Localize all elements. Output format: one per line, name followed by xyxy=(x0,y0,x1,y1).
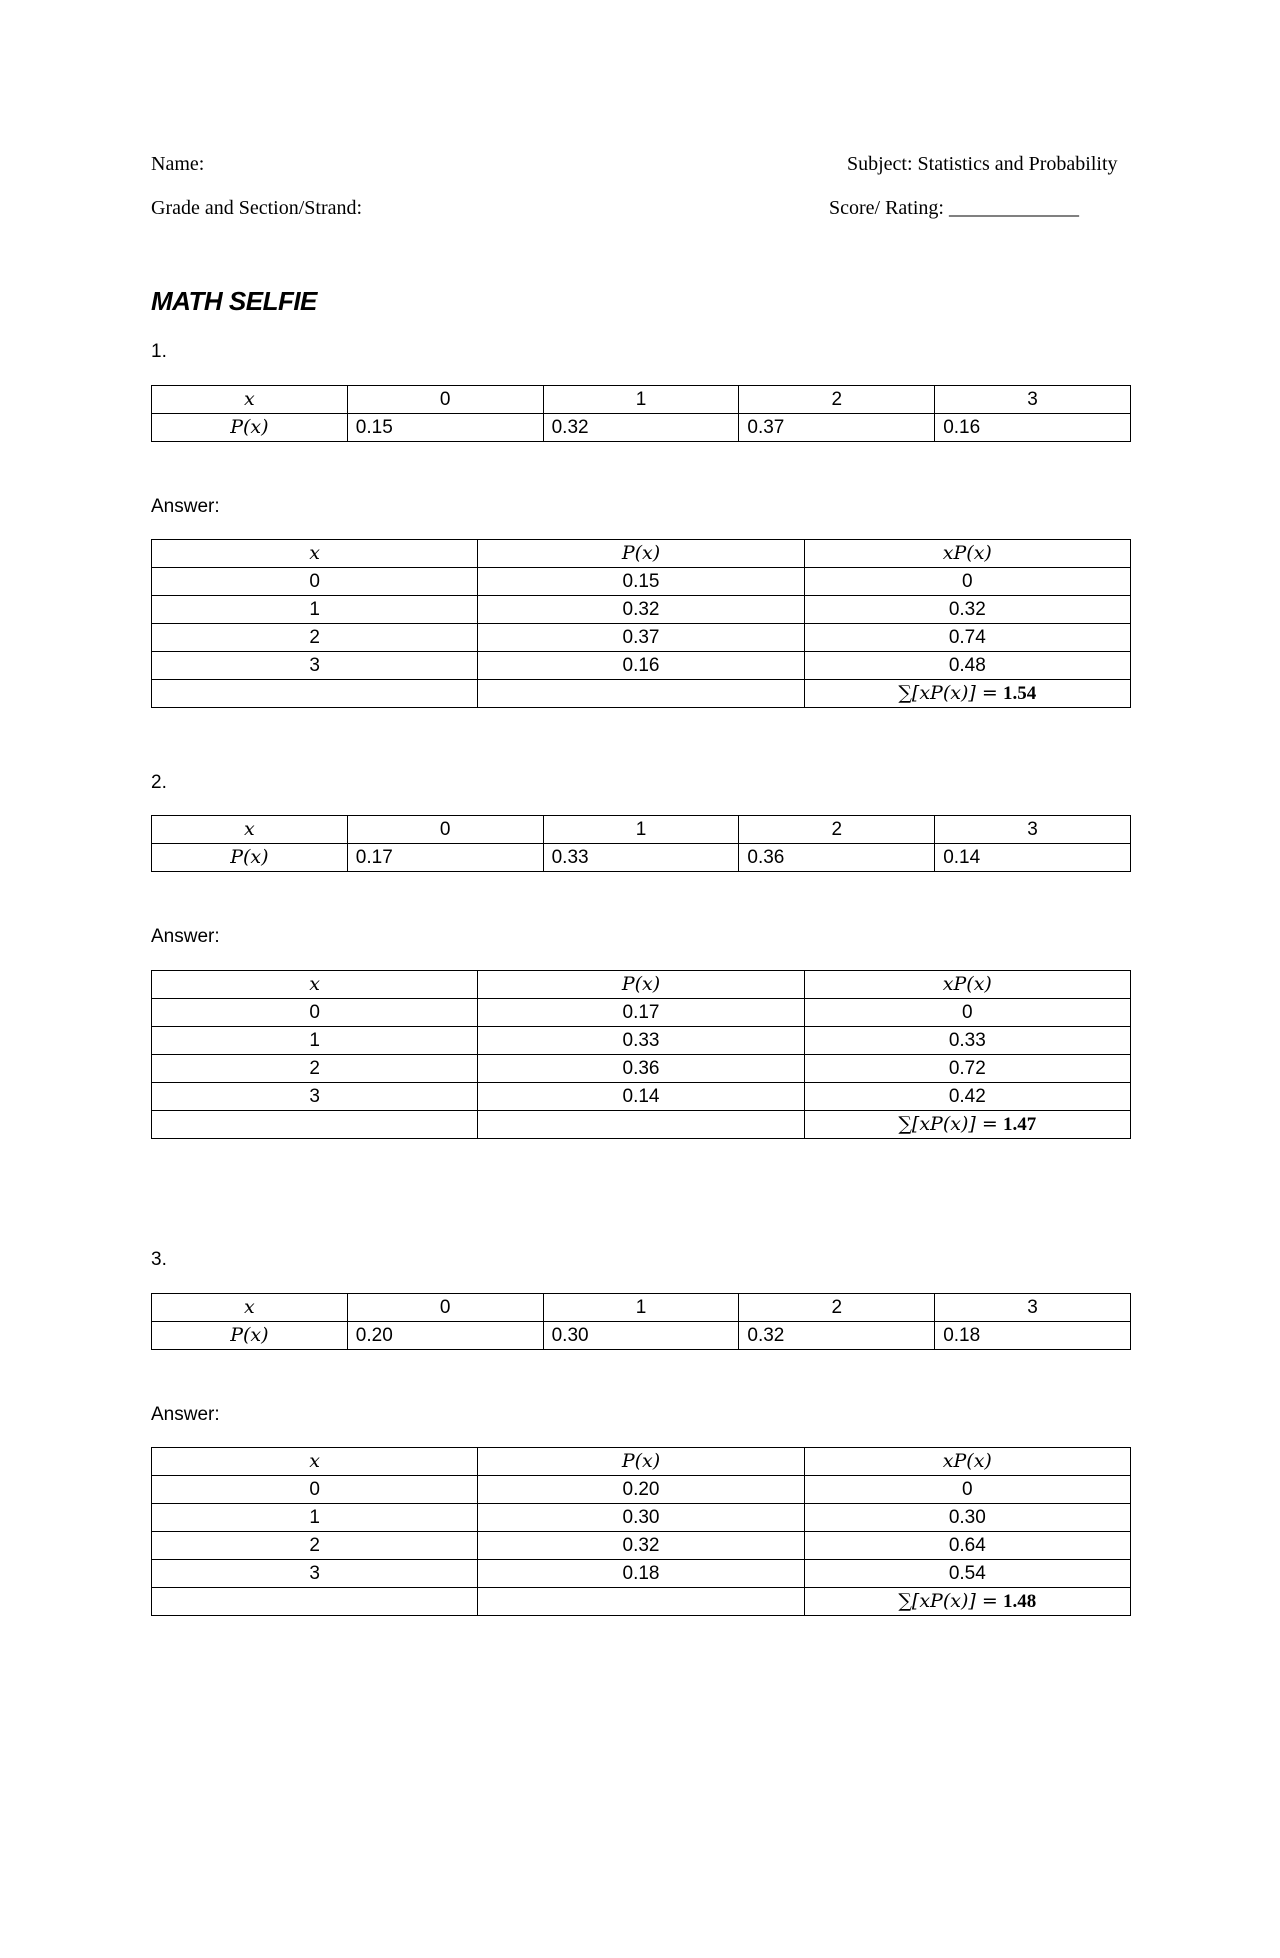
p-value: 0.18 xyxy=(935,1322,1131,1350)
sum-label: ∑[xP(x)] = xyxy=(898,682,998,704)
table-cell: 0.33 xyxy=(804,1027,1130,1055)
table-cell: 2 xyxy=(152,1055,478,1083)
p-value: 0.15 xyxy=(347,414,543,442)
table-cell: 0.72 xyxy=(804,1055,1130,1083)
table-cell: 3 xyxy=(152,1083,478,1111)
table-row xyxy=(152,1560,1131,1588)
table-cell: 0 xyxy=(152,1476,478,1504)
table-cell: 0.37 xyxy=(478,624,804,652)
table-cell: 0.32 xyxy=(478,596,804,624)
column-header: xP(x) xyxy=(804,971,1130,999)
table-row xyxy=(152,1322,1131,1350)
p-value: 0.17 xyxy=(347,844,543,872)
answer-label: Answer: xyxy=(151,926,220,947)
table-cell: 3 xyxy=(152,652,478,680)
x-value: 0 xyxy=(347,386,543,414)
table-cell: 2 xyxy=(152,1532,478,1560)
grade-section-label: Grade and Section/Strand: xyxy=(151,197,363,219)
sum-label: ∑[xP(x)] = xyxy=(898,1113,998,1135)
score-rating-label: Score/ Rating: _____________ xyxy=(829,197,1079,219)
table-cell: 2 xyxy=(152,624,478,652)
table-cell xyxy=(152,1111,478,1139)
table-row xyxy=(152,1448,1131,1476)
page-title: MATH SELFIE xyxy=(151,286,317,316)
table-row xyxy=(152,414,1131,442)
distribution-table xyxy=(151,385,1131,442)
distribution-table xyxy=(151,1293,1131,1350)
x-label: x xyxy=(152,1294,348,1322)
table-row xyxy=(152,1294,1131,1322)
table-row xyxy=(152,540,1131,568)
table-cell xyxy=(478,680,804,708)
table-row xyxy=(152,624,1131,652)
table-cell: 0.36 xyxy=(478,1055,804,1083)
column-header: x xyxy=(152,1448,478,1476)
table-row xyxy=(152,999,1131,1027)
table-cell: 1 xyxy=(152,1504,478,1532)
table-row xyxy=(152,1111,1131,1139)
table-cell: 0.42 xyxy=(804,1083,1130,1111)
table-row xyxy=(152,971,1131,999)
table-row xyxy=(152,1027,1131,1055)
column-header: P(x) xyxy=(478,540,804,568)
table-row xyxy=(152,1588,1131,1616)
table-cell: 0.17 xyxy=(478,999,804,1027)
x-value: 1 xyxy=(543,1294,739,1322)
p-value: 0.20 xyxy=(347,1322,543,1350)
table-row xyxy=(152,1055,1131,1083)
problem-number: 3. xyxy=(151,1249,167,1270)
table-cell: 0.30 xyxy=(478,1504,804,1532)
column-header: P(x) xyxy=(478,971,804,999)
answer-table xyxy=(151,1447,1131,1616)
table-cell: 0 xyxy=(804,1476,1130,1504)
answer-label: Answer: xyxy=(151,1404,220,1425)
table-cell: 0.64 xyxy=(804,1532,1130,1560)
table-cell: 0.32 xyxy=(804,596,1130,624)
sum-value: 1.48 xyxy=(1003,1591,1037,1612)
column-header: x xyxy=(152,540,478,568)
table-cell: 0.33 xyxy=(478,1027,804,1055)
x-value: 0 xyxy=(347,1294,543,1322)
column-header: xP(x) xyxy=(804,1448,1130,1476)
answer-table xyxy=(151,970,1131,1139)
p-value: 0.37 xyxy=(739,414,935,442)
table-cell: 0.16 xyxy=(478,652,804,680)
table-cell: 0 xyxy=(804,999,1130,1027)
x-label: x xyxy=(152,386,348,414)
table-cell: 1 xyxy=(152,596,478,624)
table-cell: 0.30 xyxy=(804,1504,1130,1532)
x-value: 2 xyxy=(739,816,935,844)
p-value: 0.30 xyxy=(543,1322,739,1350)
table-row xyxy=(152,568,1131,596)
p-value: 0.16 xyxy=(935,414,1131,442)
x-value: 1 xyxy=(543,816,739,844)
table-row xyxy=(152,680,1131,708)
p-value: 0.14 xyxy=(935,844,1131,872)
x-value: 3 xyxy=(935,386,1131,414)
x-label: x xyxy=(152,816,348,844)
problem-number: 1. xyxy=(151,341,167,362)
column-header: P(x) xyxy=(478,1448,804,1476)
x-value: 3 xyxy=(935,816,1131,844)
table-row xyxy=(152,596,1131,624)
sum-value: 1.47 xyxy=(1003,1114,1037,1135)
table-cell: 0.48 xyxy=(804,652,1130,680)
table-row xyxy=(152,1083,1131,1111)
column-header: xP(x) xyxy=(804,540,1130,568)
table-cell xyxy=(478,1588,804,1616)
answer-label: Answer: xyxy=(151,496,220,517)
x-value: 1 xyxy=(543,386,739,414)
table-row xyxy=(152,386,1131,414)
p-value: 0.32 xyxy=(739,1322,935,1350)
table-cell: 0.14 xyxy=(478,1083,804,1111)
table-cell: 0.20 xyxy=(478,1476,804,1504)
table-cell: 0 xyxy=(152,568,478,596)
problem-number: 2. xyxy=(151,772,167,793)
table-row xyxy=(152,1532,1131,1560)
table-cell: 0.32 xyxy=(478,1532,804,1560)
table-cell: 0.54 xyxy=(804,1560,1130,1588)
table-row xyxy=(152,1476,1131,1504)
x-value: 0 xyxy=(347,816,543,844)
table-row xyxy=(152,844,1131,872)
x-value: 3 xyxy=(935,1294,1131,1322)
table-cell: 1 xyxy=(152,1027,478,1055)
table-row xyxy=(152,652,1131,680)
sum-value: 1.54 xyxy=(1003,683,1037,704)
p-value: 0.33 xyxy=(543,844,739,872)
p-label: P(x) xyxy=(152,1322,348,1350)
x-value: 2 xyxy=(739,1294,935,1322)
sum-cell xyxy=(804,1111,1130,1139)
name-label: Name: xyxy=(151,153,205,175)
table-row xyxy=(152,1504,1131,1532)
distribution-table xyxy=(151,815,1131,872)
table-cell: 0.18 xyxy=(478,1560,804,1588)
sum-cell xyxy=(804,680,1130,708)
table-cell: 0.74 xyxy=(804,624,1130,652)
column-header: x xyxy=(152,971,478,999)
p-value: 0.32 xyxy=(543,414,739,442)
table-cell: 0.15 xyxy=(478,568,804,596)
answer-table xyxy=(151,539,1131,708)
p-label: P(x) xyxy=(152,844,348,872)
subject-label: Subject: Statistics and Probability xyxy=(847,153,1118,175)
table-row xyxy=(152,816,1131,844)
table-cell: 0 xyxy=(804,568,1130,596)
table-cell xyxy=(152,680,478,708)
sum-label: ∑[xP(x)] = xyxy=(898,1590,998,1612)
x-value: 2 xyxy=(739,386,935,414)
table-cell xyxy=(152,1588,478,1616)
p-value: 0.36 xyxy=(739,844,935,872)
table-cell: 0 xyxy=(152,999,478,1027)
p-label: P(x) xyxy=(152,414,348,442)
table-cell xyxy=(478,1111,804,1139)
sum-cell xyxy=(804,1588,1130,1616)
table-cell: 3 xyxy=(152,1560,478,1588)
